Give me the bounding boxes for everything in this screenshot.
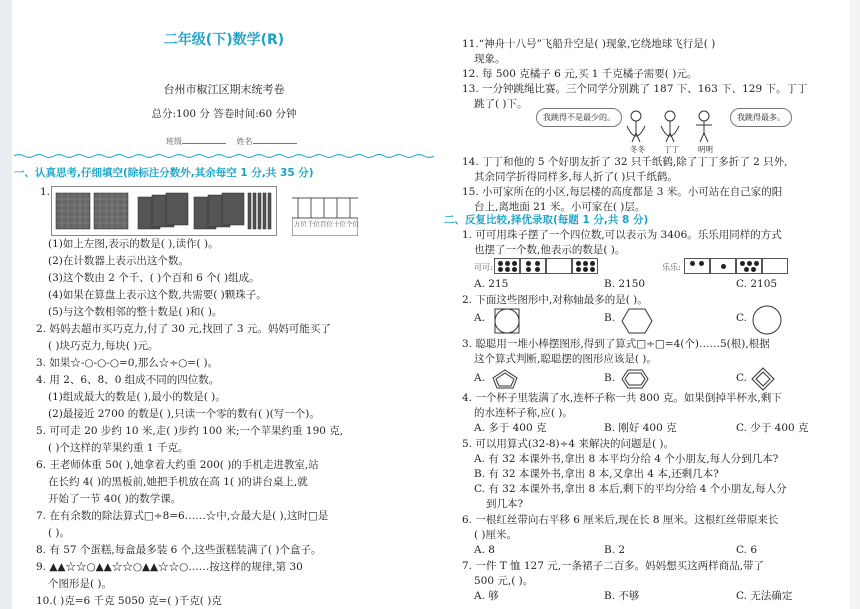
kids-illustration xyxy=(624,108,724,144)
r-s2-q3-option-c[interactable]: C. xyxy=(736,372,747,384)
q5-line1: 5. 可可走 20 步约 10 米,走( )步约 100 米;一个苹果约重 190 克, xyxy=(36,425,344,437)
lele-bead-tens xyxy=(736,258,762,274)
q4: 4. 用 2、6、8、0 组成不同的四位数。 xyxy=(36,374,220,386)
q9-line1: 9. ▲▲☆☆○▲▲☆☆○▲▲☆☆○……按这样的规律,第 30 xyxy=(36,561,303,573)
r-s2-q3-option-b[interactable]: B. xyxy=(604,372,616,384)
q9-line2: 个图形是( )。 xyxy=(48,578,113,590)
q2-line2: ( )块巧克力,每块( )元。 xyxy=(48,340,159,352)
kid-name-mingming: 明明 xyxy=(698,145,713,154)
r-s2-q5-option-c-cont: 到几本? xyxy=(486,498,524,510)
place-value-figure xyxy=(51,186,277,236)
abacus-label-wan: 万位 xyxy=(294,220,307,228)
kid-name-dongdong: 冬冬 xyxy=(630,145,645,154)
r-s2-q6-line1: 6. 一根红丝带向右平移 6 厘米后,现在长 8 厘米。这根红丝带原来长 xyxy=(462,514,779,526)
section-2-heading: 二、反复比较,择优录取(每题 1 分,共 8 分) xyxy=(444,214,649,226)
q1-part2: (2)在计数器上表示出这个数。 xyxy=(48,255,189,267)
q8: 8. 有 57 个蛋糕,每盒最多装 6 个,这些蛋糕装满了( )个盒子。 xyxy=(36,544,322,556)
q6-line3: 开始了一节 40( )的数学课。 xyxy=(48,493,182,505)
r-s2-q1-option-a[interactable]: A. 215 xyxy=(474,278,509,290)
r-s2-q3-line1: 3. 聪聪用一堆小棒摆图形,得到了算式□÷□=4(个)……5(根),根据 xyxy=(462,338,770,350)
r-s2-q6-line2: ( )厘米。 xyxy=(474,529,518,541)
r-q14-line1: 14. 丁丁和他的 5 个好朋友折了 32 只千纸鹤,除了丁丁多折了 2 只外, xyxy=(462,156,788,168)
r-s2-q4-line1: 4. 一个杯子里装满了水,连杯子称一共 800 克。如果倒掉半杯水,剩下 xyxy=(462,392,782,404)
q4-part1: (1)组成最大的数是( ),最小的数是( )。 xyxy=(48,391,226,403)
r-s2-q5-option-a[interactable]: A. 有 32 本课外书,拿出 8 本平均分给 4 个小朋友,每人分到几本? xyxy=(474,453,779,465)
q1-part4: (4)如果在算盘上表示这个数,共需要( )颗珠子。 xyxy=(48,289,267,301)
r-q11-line1: 11.“神舟十八号”飞船升空是( )现象,它绕地球飞行是( ) xyxy=(462,38,716,50)
keke-bead-ones xyxy=(572,258,598,274)
pentagon-shape xyxy=(490,368,520,390)
r-q15-line2: 台上,离地面 21 米。小可家在( )层。 xyxy=(474,201,646,213)
r-s2-q2-option-a[interactable]: A. xyxy=(474,312,485,324)
lele-bead-ones xyxy=(762,258,788,274)
diamond-shape xyxy=(750,366,776,392)
keke-bead-hundreds xyxy=(520,258,546,274)
lele-label: 乐乐: xyxy=(662,263,681,272)
r-s2-q4-option-c[interactable]: C. 少于 400 克 xyxy=(736,422,809,434)
exam-meta: 总分:100 分 答卷时间:60 分钟 xyxy=(151,108,297,120)
q5-line2: ( )个这样的苹果约重 1 千克。 xyxy=(48,442,189,454)
r-s2-q2-option-b[interactable]: B. xyxy=(604,312,616,324)
section-divider xyxy=(14,153,434,159)
r-s2-q1-option-b[interactable]: B. 2150 xyxy=(604,278,646,290)
r-q12: 12. 每 500 克橘子 6 元,买 1 千克橘子需要( )元。 xyxy=(462,68,698,80)
exam-title: 二年级(下)数学(R) xyxy=(163,32,285,48)
lele-bead-hundreds xyxy=(710,258,736,274)
q10: 10.( )克=6 千克 5050 克=( )千克( )克 xyxy=(36,595,222,607)
class-field[interactable]: 班级 姓名 xyxy=(166,135,297,148)
r-s2-q3-line2: 这个算式判断,聪聪摆的图形应该是( )。 xyxy=(474,353,657,365)
r-s2-q6-option-a[interactable]: A. 8 xyxy=(474,544,495,556)
r-s2-q3-option-a[interactable]: A. xyxy=(474,372,485,384)
hexagon-sticks-shape xyxy=(620,368,650,390)
q6-line2: 在长约 4( )的黑板前,她把手机放在高 1( )的讲台桌上,就 xyxy=(48,476,308,488)
r-s2-q7-option-a[interactable]: A. 够 xyxy=(474,590,499,602)
left-page-edge xyxy=(0,0,12,609)
q7-line2: ( )。 xyxy=(48,527,71,539)
kid-name-dingding: 丁丁 xyxy=(664,145,679,154)
r-s2-q7-option-c[interactable]: C. 无法确定 xyxy=(736,590,793,602)
r-s2-q2: 2. 下面这些图形中,对称轴最多的是( )。 xyxy=(462,294,648,306)
hexagon-shape xyxy=(620,306,654,336)
r-s2-q5: 5. 可以用算式(32-8)÷4 来解决的问题是( )。 xyxy=(462,438,674,450)
keke-label: 可可: xyxy=(474,263,493,272)
q6-line1: 6. 王老师体重 50( ),她拿着大约重 200( )的手机走进教室,站 xyxy=(36,459,319,471)
r-s2-q7-option-b[interactable]: B. 不够 xyxy=(604,590,640,602)
q1-part5: (5)与这个数相邻的整十数是( )和( )。 xyxy=(48,306,223,318)
circle-shape xyxy=(750,304,784,336)
speech-bubble-dongdong: 我跳得不是最少的。 xyxy=(536,108,622,127)
r-q13-line1: 13. 一分钟跳绳比赛。三个同学分别跳了 187 下、163 下、129 下。丁丁 xyxy=(462,83,808,95)
abacus-label-qian: 千位 xyxy=(307,220,320,228)
q1-part1: (1)如上左图,表示的数是( ),读作( )。 xyxy=(48,238,219,250)
q4-part2: (2)最接近 2700 的数是( ),只读一个零的数有( )(写一个)。 xyxy=(48,408,320,420)
r-s2-q1-line2: 也摆了一个数,他表示的数是( )。 xyxy=(474,244,626,256)
lele-bead-thousands xyxy=(684,258,710,274)
octagon-shape xyxy=(490,306,524,336)
r-s2-q1-line1: 1. 可可用珠子摆了一个四位数,可以表示为 3406。乐乐用同样的方式 xyxy=(462,229,782,241)
abacus-label-ge: 个位 xyxy=(346,220,359,228)
r-s2-q5-option-c[interactable]: C. 有 32 本课外书,拿出 8 本后,剩下的平均分给 4 个小朋友,每人分 xyxy=(474,483,787,495)
r-q11-line2: 现象。 xyxy=(474,53,506,65)
keke-bead-tens xyxy=(546,258,572,274)
r-s2-q7-line1: 7. 一件 T 恤 127 元,一条裙子二百多。妈妈想买这两样商品,带了 xyxy=(462,560,764,572)
r-s2-q6-option-c[interactable]: C. 6 xyxy=(736,544,758,556)
r-s2-q6-option-b[interactable]: B. 2 xyxy=(604,544,626,556)
r-s2-q2-option-c[interactable]: C. xyxy=(736,312,747,324)
r-s2-q4-option-b[interactable]: B. 刚好 400 克 xyxy=(604,422,677,434)
section-1-heading: 一、认真思考,仔细填空(除标注分数外,其余每空 1 分,共 35 分) xyxy=(14,167,314,179)
r-s2-q5-option-b[interactable]: B. 有 32 本课外书,拿出 8 本,又拿出 4 本,还剩几本? xyxy=(474,468,719,480)
r-s2-q7-line2: 500 元,( )。 xyxy=(474,575,534,587)
r-q14-line2: 其余同学折得同样多,每人折了( )只千纸鹤。 xyxy=(474,171,678,183)
q7-line1: 7. 在有余数的除法算式□÷8=6……☆中,☆最大是( ),这时□是 xyxy=(36,510,329,522)
abacus-label-bai: 百位 xyxy=(320,220,333,228)
q2-line1: 2. 妈妈去超市买巧克力,付了 30 元,找回了 3 元。妈妈可能买了 xyxy=(36,323,331,335)
q3: 3. 如果☆-○-○-○=0,那么☆÷○=( )。 xyxy=(36,357,219,369)
r-s2-q1-option-c[interactable]: C. 2105 xyxy=(736,278,778,290)
r-q15-line1: 15. 小可家所在的小区,每层楼的高度都是 3 米。小可站在自己家的阳 xyxy=(462,186,783,198)
q1-number: 1. xyxy=(40,186,51,198)
r-s2-q4-option-a[interactable]: A. 多于 400 克 xyxy=(474,422,547,434)
keke-bead-thousands xyxy=(494,258,520,274)
q1-part3: (3)这个数由 2 个千、( )个百和 6 个( )组成。 xyxy=(48,272,260,284)
exam-subtitle: 台州市椒江区期末统考卷 xyxy=(163,83,285,96)
speech-bubble-mingming: 我跳得最多。 xyxy=(730,108,792,127)
r-s2-q4-line2: 的水连杯子称,应( )。 xyxy=(474,407,573,419)
right-page-edge xyxy=(850,0,860,609)
r-q13-line2: 跳了( )下。 xyxy=(474,98,528,110)
abacus-label-shi: 十位 xyxy=(333,220,346,228)
